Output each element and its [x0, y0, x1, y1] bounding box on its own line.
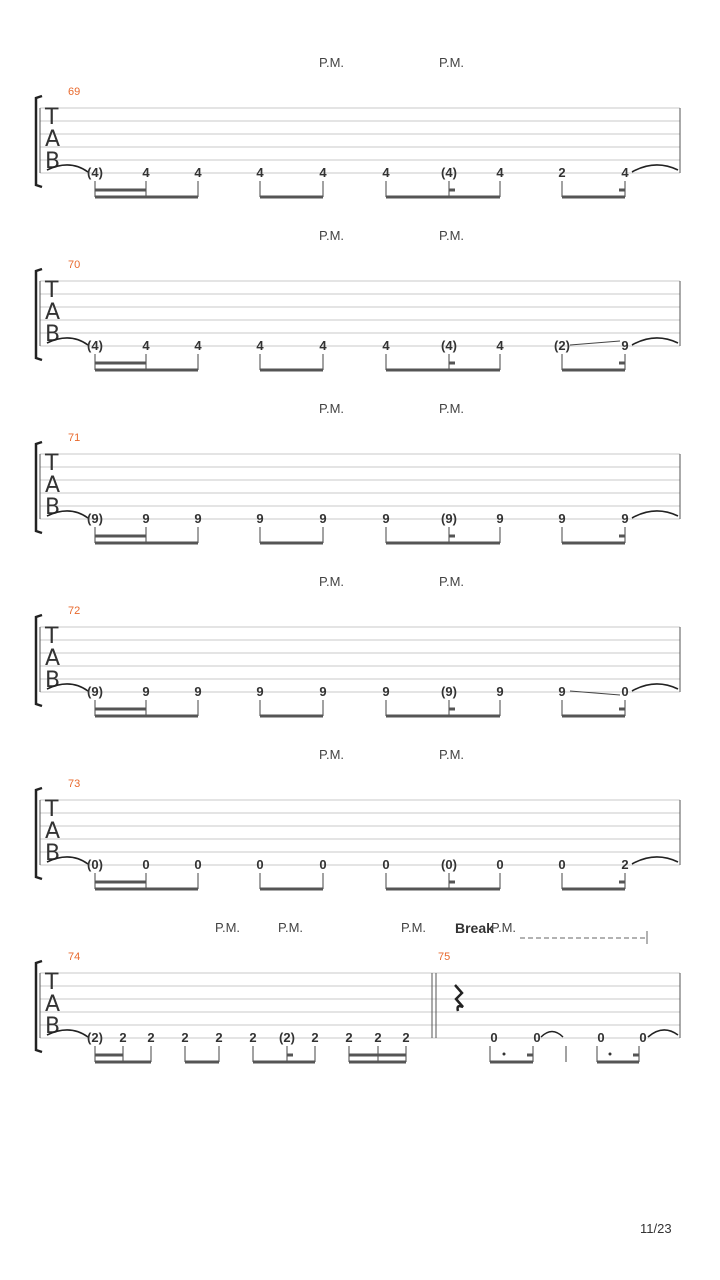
tie-arc — [632, 338, 678, 345]
slide-line — [570, 341, 620, 345]
beam-partial — [619, 362, 625, 365]
tab-note: 9 — [382, 511, 390, 526]
tab-clef-letter: B — [45, 322, 61, 347]
beam-secondary — [95, 189, 146, 192]
palm-mute-label: P.M. — [278, 920, 304, 935]
tab-note: 9 — [194, 511, 202, 526]
measure-number: 75 — [438, 951, 451, 963]
tab-note: 2 — [311, 1030, 319, 1045]
note-dot — [609, 1053, 612, 1056]
tab-note: 0 — [533, 1030, 541, 1045]
beam-secondary — [95, 708, 146, 711]
measure-number: 70 — [68, 259, 81, 271]
beam-partial — [633, 1054, 639, 1057]
tab-note: 9 — [496, 684, 504, 699]
beam — [95, 542, 198, 545]
tab-note: 9 — [194, 684, 202, 699]
tab-note: 9 — [142, 684, 150, 699]
measure-number: 71 — [68, 432, 81, 444]
palm-mute-label: P.M. — [319, 747, 345, 762]
tab-clef-letter: A — [45, 819, 61, 844]
tab-note: (9) — [87, 684, 103, 699]
tab-note: (9) — [441, 511, 457, 526]
tab-note: 4 — [142, 165, 150, 180]
tab-note: (9) — [87, 511, 103, 526]
beam — [562, 888, 625, 891]
beam — [260, 542, 323, 545]
tab-clef-letter: B — [45, 149, 61, 174]
beam — [562, 369, 625, 372]
beam-partial — [449, 881, 455, 884]
tab-note: 4 — [382, 165, 390, 180]
tab-system — [36, 401, 680, 545]
tab-note: 2 — [402, 1030, 410, 1045]
tab-note: 9 — [319, 684, 327, 699]
tab-note: 9 — [558, 511, 566, 526]
tab-clef-letter: B — [45, 495, 61, 520]
tab-note: 0 — [142, 857, 150, 872]
tab-clef-letter: A — [45, 127, 61, 152]
palm-mute-label: P.M. — [439, 228, 465, 243]
tab-system — [36, 920, 680, 1064]
beam-partial — [449, 189, 455, 192]
beam — [95, 888, 198, 891]
tie-arc — [632, 165, 678, 172]
beam — [260, 369, 323, 372]
beam — [562, 542, 625, 545]
tab-note: 4 — [319, 165, 327, 180]
tab-note: (2) — [554, 338, 570, 353]
beam-secondary — [95, 362, 146, 365]
tab-system — [36, 747, 680, 891]
tab-note: 4 — [256, 165, 264, 180]
tab-note: 9 — [256, 511, 264, 526]
tab-clef-letter: A — [45, 473, 61, 498]
tab-note: 4 — [382, 338, 390, 353]
tab-note: (0) — [87, 857, 103, 872]
tab-note: 2 — [249, 1030, 257, 1045]
beam — [95, 369, 198, 372]
tab-note: 9 — [558, 684, 566, 699]
tab-note: 2 — [215, 1030, 223, 1045]
palm-mute-label: P.M. — [319, 228, 345, 243]
beam — [490, 1061, 533, 1064]
beam-secondary — [95, 1054, 123, 1057]
beam-partial — [619, 189, 625, 192]
beam-partial — [619, 708, 625, 711]
beam-secondary — [349, 1054, 406, 1057]
tab-note: 4 — [496, 165, 504, 180]
tab-note: (4) — [87, 165, 103, 180]
tab-note: (9) — [441, 684, 457, 699]
tab-note: (4) — [441, 165, 457, 180]
tab-system — [36, 228, 680, 372]
tab-note: 0 — [558, 857, 566, 872]
tab-note: 4 — [142, 338, 150, 353]
beam — [386, 542, 500, 545]
tab-note: 2 — [119, 1030, 127, 1045]
tab-note: 2 — [147, 1030, 155, 1045]
tab-system — [36, 574, 680, 718]
tab-note: 2 — [181, 1030, 189, 1045]
note-dot — [503, 1053, 506, 1056]
palm-mute-label: P.M. — [319, 401, 345, 416]
beam — [597, 1061, 639, 1064]
page-number: 11/23 — [640, 1221, 672, 1236]
measure-number: 73 — [68, 778, 81, 790]
tab-note: 0 — [382, 857, 390, 872]
palm-mute-label: P.M. — [491, 920, 517, 935]
tie-arc — [632, 684, 678, 691]
beam — [185, 1061, 219, 1064]
tab-note: 0 — [621, 684, 629, 699]
palm-mute-label: P.M. — [319, 55, 345, 70]
palm-mute-label: P.M. — [439, 401, 465, 416]
tab-clef-letter: A — [45, 992, 61, 1017]
tab-note: 2 — [621, 857, 629, 872]
tab-note: 9 — [256, 684, 264, 699]
tab-note: 9 — [621, 511, 629, 526]
palm-mute-label: P.M. — [319, 574, 345, 589]
tab-note: 4 — [256, 338, 264, 353]
beam-partial — [527, 1054, 533, 1057]
tab-note: 9 — [142, 511, 150, 526]
tab-clef-letter: T — [45, 278, 59, 303]
beam-partial — [619, 881, 625, 884]
beam — [260, 715, 323, 718]
tab-note: 4 — [496, 338, 504, 353]
beam — [260, 888, 323, 891]
beam-partial — [449, 362, 455, 365]
tab-clef-letter: B — [45, 841, 61, 866]
tab-note: 0 — [194, 857, 202, 872]
beam-partial — [619, 535, 625, 538]
beam — [386, 715, 500, 718]
beam — [95, 715, 198, 718]
tab-note: 4 — [194, 165, 202, 180]
tab-clef-letter: A — [45, 300, 61, 325]
tab-note: (2) — [279, 1030, 295, 1045]
beam — [349, 1061, 406, 1064]
beam — [253, 1061, 315, 1064]
measure-number: 69 — [68, 86, 81, 98]
beam — [95, 196, 198, 199]
tab-note: 9 — [496, 511, 504, 526]
tab-clef-letter: B — [45, 1014, 61, 1039]
quarter-rest — [455, 985, 463, 1011]
tab-note: 0 — [319, 857, 327, 872]
measure-number: 74 — [68, 951, 81, 963]
tab-note: 2 — [558, 165, 566, 180]
measure-number: 72 — [68, 605, 81, 617]
tab-note: 4 — [319, 338, 327, 353]
tab-note: 4 — [621, 165, 629, 180]
tab-clef-letter: T — [45, 624, 59, 649]
tab-note: (4) — [87, 338, 103, 353]
beam-partial — [449, 708, 455, 711]
tab-note: (4) — [441, 338, 457, 353]
beam — [386, 888, 500, 891]
tab-note: 9 — [382, 684, 390, 699]
beam — [562, 196, 625, 199]
tab-note: (2) — [87, 1030, 103, 1045]
tab-note: 0 — [496, 857, 504, 872]
tab-clef-letter: T — [45, 451, 59, 476]
tab-clef-letter: T — [45, 797, 59, 822]
beam-partial — [449, 535, 455, 538]
palm-mute-label: P.M. — [439, 574, 465, 589]
tab-note: 0 — [256, 857, 264, 872]
tab-note: 2 — [345, 1030, 353, 1045]
palm-mute-label: P.M. — [439, 747, 465, 762]
break-label: Break — [455, 920, 494, 936]
tab-clef-letter: A — [45, 646, 61, 671]
tab-note: (0) — [441, 857, 457, 872]
tab-note: 2 — [374, 1030, 382, 1045]
tab-note: 9 — [621, 338, 629, 353]
palm-mute-label: P.M. — [401, 920, 427, 935]
palm-mute-label: P.M. — [215, 920, 241, 935]
beam-secondary — [95, 881, 146, 884]
tab-note: 0 — [490, 1030, 498, 1045]
beam — [562, 715, 625, 718]
tab-clef-letter: T — [45, 970, 59, 995]
beam-secondary — [95, 535, 146, 538]
beam — [95, 1061, 151, 1064]
tab-system — [36, 55, 680, 199]
beam — [386, 369, 500, 372]
tab-note: 0 — [597, 1030, 605, 1045]
beam-partial — [287, 1054, 293, 1057]
beam — [260, 196, 323, 199]
palm-mute-label: P.M. — [439, 55, 465, 70]
tie-arc — [648, 1030, 678, 1037]
tie-arc — [541, 1032, 563, 1038]
tie-arc — [632, 511, 678, 518]
tie-arc — [632, 857, 678, 864]
beam — [386, 196, 500, 199]
tab-clef-letter: B — [45, 668, 61, 693]
tab-note: 4 — [194, 338, 202, 353]
tab-note: 0 — [639, 1030, 647, 1045]
tab-clef-letter: T — [45, 105, 59, 130]
tab-note: 9 — [319, 511, 327, 526]
